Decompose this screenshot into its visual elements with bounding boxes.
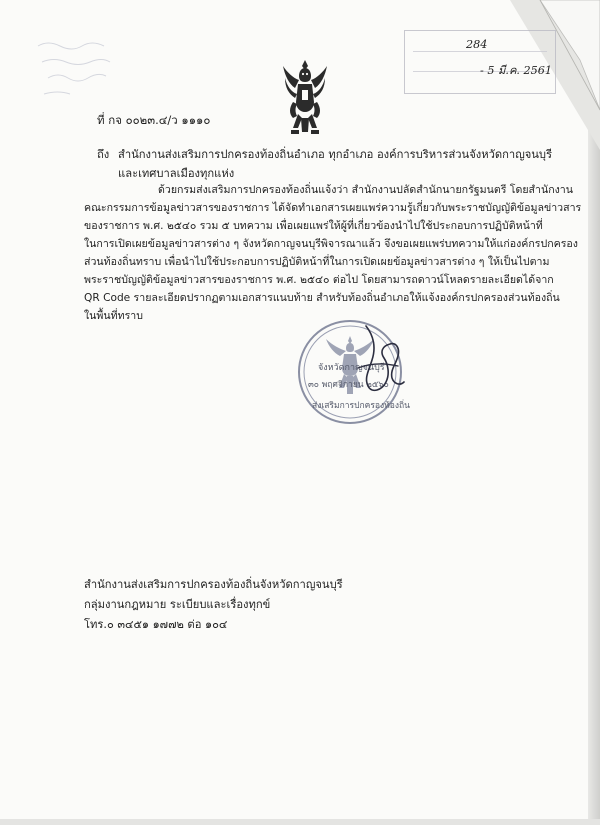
body-line: ส่วนท้องถิ่นทราบ เพื่อนำไปใช้ประกอบการปฏิบัติหน้าที่ในการเปิดเผยข้อมูลข่าวสารต่าง ๆ ให้เป็นไปตาม bbox=[84, 256, 550, 268]
body-line: คณะกรรมการข้อมูลข่าวสารของราชการ ได้จัดทำเอกสารเผยแพร่ความรู้เกี่ยวกับพระราชบัญญัติข้อมูลข่าวสาร bbox=[84, 202, 582, 214]
scan-edge-bottom bbox=[0, 819, 600, 825]
body-line: ด้วยกรมส่งเสริมการปกครองท้องถิ่นแจ้งว่า สำนักงานปลัดสำนักนายกรัฐมนตรี โดยสำนักงาน bbox=[158, 184, 573, 196]
faint-handwriting bbox=[34, 38, 154, 108]
handwritten-signature bbox=[352, 316, 408, 406]
body-line: ในการเปิดเผยข้อมูลข่าวสารต่าง ๆ จังหวัดกาญจนบุรีพิจารณาแล้ว จึงขอเผยแพร่บทความให้แก่องค์กรปกครอง bbox=[84, 238, 578, 250]
footer-division: กลุ่มงานกฎหมาย ระเบียบและเรื่องทุกข์ bbox=[84, 598, 271, 611]
recipient-line-1: สำนักงานส่งเสริมการปกครองท้องถิ่นอำเภอ ทุกอำเภอ องค์การบริหารส่วนจังหวัดกาญจนบุรี bbox=[118, 148, 553, 161]
recipient-line-2: และเทศบาลเมืองทุกแห่ง bbox=[118, 167, 235, 180]
seal-bottom-text: ส่งเสริมการปกครองท้องถิ่น bbox=[312, 401, 410, 411]
seal-top-text: จังหวัดกาญจนบุรี bbox=[318, 363, 385, 373]
seal-date-text: ๓๐ พฤศจิกายน ๒๕๖๐ bbox=[308, 380, 389, 390]
body-line: พระราชบัญญัติข้อมูลข่าวสารของราชการ พ.ศ. ๒๕๔๐ ต่อไป โดยสามารถดาวน์โหลดรายละเอียดได้จาก bbox=[84, 274, 554, 286]
footer-phone: โทร.๐ ๓๔๕๑ ๑๗๗๒ ต่อ ๑๐๔ bbox=[84, 618, 228, 631]
body-line: ในพื้นที่ทราบ bbox=[84, 310, 143, 322]
body-line: ของราชการ พ.ศ. ๒๕๔๐ รวม ๕ บทความ เพื่อเผยแพร่ให้ผู้ที่เกี่ยวข้องนำไปใช้ประกอบการปฏิบัติหน้าที่ bbox=[84, 220, 543, 232]
footer-office: สำนักงานส่งเสริมการปกครองท้องถิ่นจังหวัดกาญจนบุรี bbox=[84, 578, 343, 591]
document-number: ที่ กจ ๐๐๒๓.๔/ว ๑๑๑๐ bbox=[97, 113, 211, 127]
body-line: QR Code รายละเอียดปรากฏตามเอกสารแนบท้าย สำหรับท้องถิ่นอำเภอให้แจ้งองค์กรปกครองส่วนท้องถิ่น bbox=[84, 292, 560, 304]
recipient-label: ถึง bbox=[97, 148, 110, 161]
receiving-number: 284 bbox=[466, 38, 488, 51]
garuda-emblem-icon bbox=[281, 58, 329, 142]
receiving-date: - 5 มี.ค. 2561 bbox=[480, 64, 553, 77]
